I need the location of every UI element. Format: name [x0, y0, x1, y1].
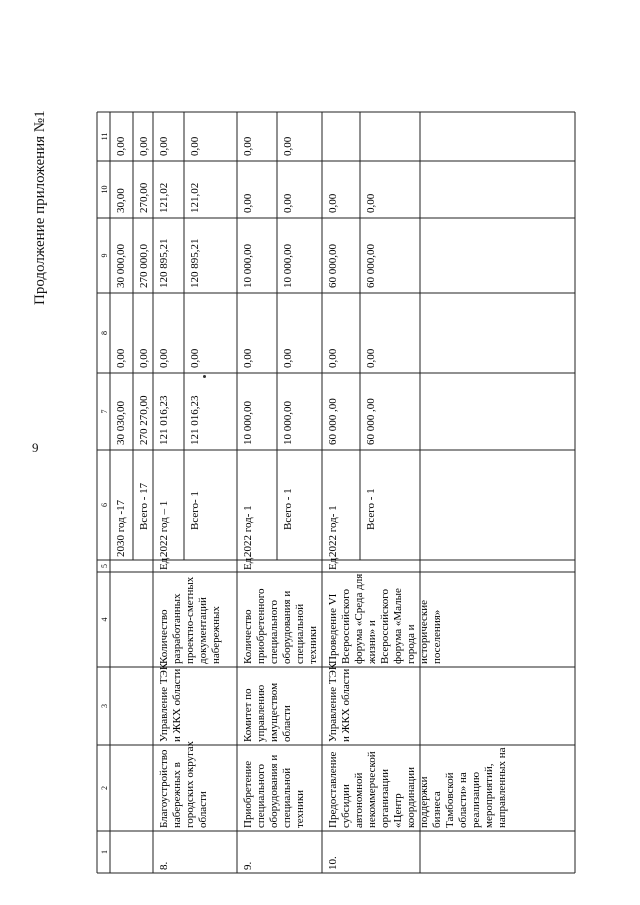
value-c10: 0,00 — [365, 193, 377, 213]
value-c8: 0,00 — [365, 348, 377, 368]
column-number-5: 5 — [100, 564, 109, 568]
indicator-line: проектно-сметных — [184, 576, 196, 664]
executor-line: Комитет по — [242, 688, 254, 742]
unit-cell: Ед. — [158, 554, 170, 570]
measure-name-line: Приобретение — [242, 760, 254, 828]
indicator-line: документаций — [197, 597, 209, 664]
column-number-2: 2 — [100, 786, 109, 790]
value-c11: 0,00 — [115, 136, 127, 156]
period-label: 2022 год- 1 — [242, 505, 254, 557]
value-c9: 120 895,21 — [189, 238, 201, 288]
period-label: Всего- 1 — [189, 491, 201, 530]
column-number-7: 7 — [100, 409, 109, 414]
value-c7: 60 000 ,00 — [327, 398, 339, 445]
measure-name-line: «Центр — [392, 793, 404, 828]
value-c9: 270 000,0 — [138, 244, 150, 288]
measure-name-line: техники — [294, 789, 306, 828]
column-number-10: 10 — [100, 185, 109, 194]
value-c9: 120 895,21 — [158, 238, 170, 288]
measure-name-line: области — [197, 791, 209, 828]
indicator-line: города и — [405, 624, 417, 664]
value-c7: 10 000,00 — [242, 401, 254, 445]
indicator-line: Всероссийского — [379, 589, 391, 664]
value-c8: 0,00 — [282, 348, 294, 368]
value-c10: 270,00 — [138, 182, 150, 213]
value-c10: 121,02 — [189, 182, 201, 213]
measure-name-line: мероприятий, — [483, 763, 495, 828]
measure-name-line: Тамбовской — [444, 772, 456, 828]
measure-name-line: некоммерческой — [366, 751, 378, 828]
value-c9: 60 000,00 — [327, 244, 339, 288]
executor-line: области — [281, 705, 293, 742]
period-label: Всего - 1 — [282, 488, 294, 530]
measure-name-line: оборудования и — [268, 754, 280, 828]
value-c8: 0,00 — [158, 348, 170, 368]
executor-line: управлению — [255, 684, 267, 742]
value-c7: 10 000,00 — [282, 401, 294, 445]
measure-name-line: Предоставление — [327, 751, 339, 828]
value-c10: 0,00 — [242, 193, 254, 213]
measure-name-line: бизнеса — [431, 791, 443, 828]
indicator-line: поселения» — [431, 609, 443, 664]
value-c9: 30 000,00 — [115, 244, 127, 288]
value-c8: 0,00 — [138, 348, 150, 368]
value-c7: 30 030,00 — [115, 401, 127, 445]
appendix-heading: Продолжение приложения №1 — [32, 110, 48, 305]
indicator-line: специального — [268, 599, 280, 664]
unit-cell: Ед. — [242, 554, 254, 570]
value-c11: 0,00 — [158, 136, 170, 156]
row-number: 8. — [158, 861, 170, 870]
value-c8: 0,00 — [327, 348, 339, 368]
indicator-line: набережных — [210, 606, 222, 664]
measure-name-line: специальной — [281, 767, 293, 828]
value-c10: 0,00 — [282, 193, 294, 213]
indicator-line: приобретенного — [255, 588, 267, 664]
period-label: Всего - 1 — [365, 488, 377, 530]
measure-name-line: автономной — [353, 772, 365, 828]
value-c7: 60 000 ,00 — [365, 398, 377, 445]
period-label: Всего - 17 — [138, 482, 150, 530]
executor-line: и ЖКХ области — [340, 668, 352, 742]
executor-line: Управление ТЭК — [327, 662, 339, 742]
row-number: 9. — [242, 861, 254, 870]
column-number-1: 1 — [100, 850, 109, 854]
row-number: 10. — [327, 856, 339, 870]
measure-name-line: направленных на — [496, 747, 508, 828]
column-number-8: 8 — [100, 331, 109, 335]
measure-name-line: Благоустройство — [158, 749, 170, 828]
period-label: 2030 год -17 — [115, 499, 127, 557]
column-number-9: 9 — [100, 253, 109, 258]
measure-name-line: координации — [405, 766, 417, 828]
page-number: 9 — [32, 440, 39, 455]
value-c9: 10 000,00 — [242, 244, 254, 288]
value-c10: 0,00 — [327, 193, 339, 213]
column-number-6: 6 — [100, 503, 109, 507]
value-c7: 121 016,23 — [189, 395, 201, 445]
measure-name-line: области» на — [457, 772, 469, 828]
executor-line: Управление ТЭК — [158, 662, 170, 742]
value-c9: 10 000,00 — [282, 244, 294, 288]
measure-name-line: специального — [255, 763, 267, 828]
measure-name-line: набережных в — [171, 762, 183, 828]
executor-line: имуществом — [268, 682, 280, 742]
indicator-line: Количество — [158, 609, 170, 664]
period-label: 2022 год- 1 — [327, 505, 339, 557]
value-c10: 30,00 — [115, 188, 127, 213]
indicator-line: форума «Среда для — [353, 573, 365, 664]
value-c10: 121,02 — [158, 182, 170, 213]
indicator-line: техники — [307, 625, 319, 664]
indicator-line: исторические — [418, 599, 430, 664]
indicator-line: Проведение VI — [327, 593, 339, 664]
indicator-line: Всероссийского — [340, 589, 352, 664]
indicator-line: разработанных — [171, 593, 183, 664]
unit-cell: Ед. — [327, 554, 339, 570]
period-label: 2022 год – 1 — [158, 500, 170, 557]
indicator-line: Количество — [242, 609, 254, 664]
measure-name-line: субсидии — [340, 784, 352, 828]
indicator-line: жизни» и — [366, 620, 378, 664]
value-c11: 0,00 — [282, 136, 294, 156]
value-c11: 0,00 — [138, 136, 150, 156]
measure-name-line: поддержки — [418, 776, 430, 828]
executor-line: и ЖКХ области — [171, 668, 183, 742]
column-number-11: 11 — [100, 132, 109, 141]
value-c9: 60 000,00 — [365, 244, 377, 288]
column-number-3: 3 — [100, 704, 109, 708]
value-c11: 0,00 — [189, 136, 201, 156]
indicator-line: специальной — [294, 603, 306, 664]
value-c11: 0,00 — [242, 136, 254, 156]
measure-name-line: реализацию — [470, 771, 482, 828]
value-c8: 0,00 — [189, 348, 201, 368]
value-c7: 121 016,23 — [158, 395, 170, 445]
value-c8: 0,00 — [115, 348, 127, 368]
measure-name-line: городских округах — [184, 741, 196, 828]
value-c8: 0,00 — [242, 348, 254, 368]
measure-name-line: организации — [379, 768, 391, 828]
column-number-4: 4 — [100, 617, 109, 622]
indicator-line: оборудования и — [281, 590, 293, 664]
value-c7: 270 270,00 — [138, 395, 150, 445]
indicator-line: форума «Малые — [392, 588, 404, 664]
